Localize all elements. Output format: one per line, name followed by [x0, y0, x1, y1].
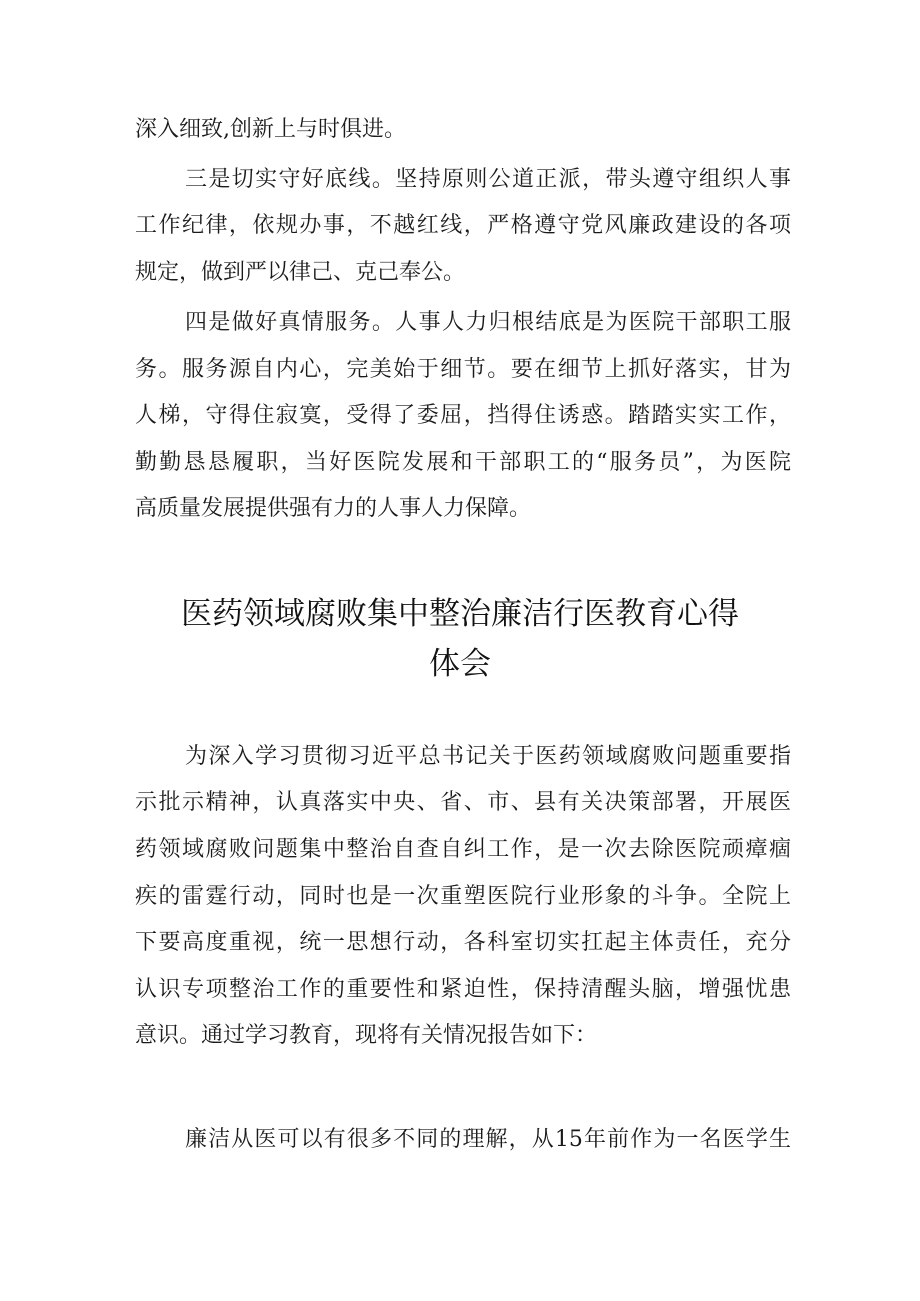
intro-paragraph-line: 为深入学习贯彻习近平总书记关于医药领域腐败问题重要指: [185, 744, 791, 769]
intro-paragraph-line: 疾的雷霆行动，同时也是一次重塑医院行业形象的斗争。全院上: [135, 884, 791, 909]
intro-paragraph-line: 药领域腐败问题集中整治自查自纠工作，是一次去除医院顽瘴痼: [135, 837, 791, 862]
intro-paragraph-line: 意识。通过学习教育，现将有关情况报告如下：: [135, 1023, 598, 1048]
intro-paragraph-line: 示批示精神，认真落实中央、省、市、县有关决策部署，开展医: [135, 790, 791, 815]
paragraph-continuation-line: 深入细致,创新上与时俱进。: [135, 117, 406, 142]
document-title-line: 医药领域腐败集中整治廉洁行医教育心得: [181, 596, 739, 632]
paragraph-item-three-line: 三是切实守好底线。坚持原则公道正派，带头遵守组织人事: [185, 167, 791, 192]
intro-paragraph-line: 认识专项整治工作的重要性和紧迫性，保持清醒头脑，增强忧患: [135, 977, 791, 1002]
paragraph-item-four-line: 勤勤恳恳履职，当好医院发展和干部职工的“服务员”，为医院: [135, 450, 791, 475]
document-title-line: 体会: [429, 646, 491, 682]
paragraph-item-four-line: 四是做好真情服务。人事人力归根结底是为医院干部职工服: [185, 310, 791, 335]
intro-paragraph-line: 下要高度重视，统一思想行动，各科室切实扛起主体责任，充分: [135, 930, 791, 955]
body-paragraph-line: 廉洁从医可以有很多不同的理解，从15年前作为一名医学生: [185, 1127, 791, 1152]
paragraph-item-three-line: 工作纪律，依规办事，不越红线，严格遵守党风廉政建设的各项: [135, 213, 791, 238]
paragraph-item-four-line: 高质量发展提供强有力的人事人力保障。: [135, 496, 532, 521]
paragraph-item-four-line: 人梯，守得住寂寞，受得了委屈，挡得住诱惑。踏踏实实工作，: [135, 403, 791, 428]
paragraph-item-four-line: 务。服务源自内心，完美始于细节。要在细节上抓好落实，甘为: [135, 357, 791, 382]
paragraph-item-three-line: 规定，做到严以律己、克己奉公。: [135, 260, 466, 285]
